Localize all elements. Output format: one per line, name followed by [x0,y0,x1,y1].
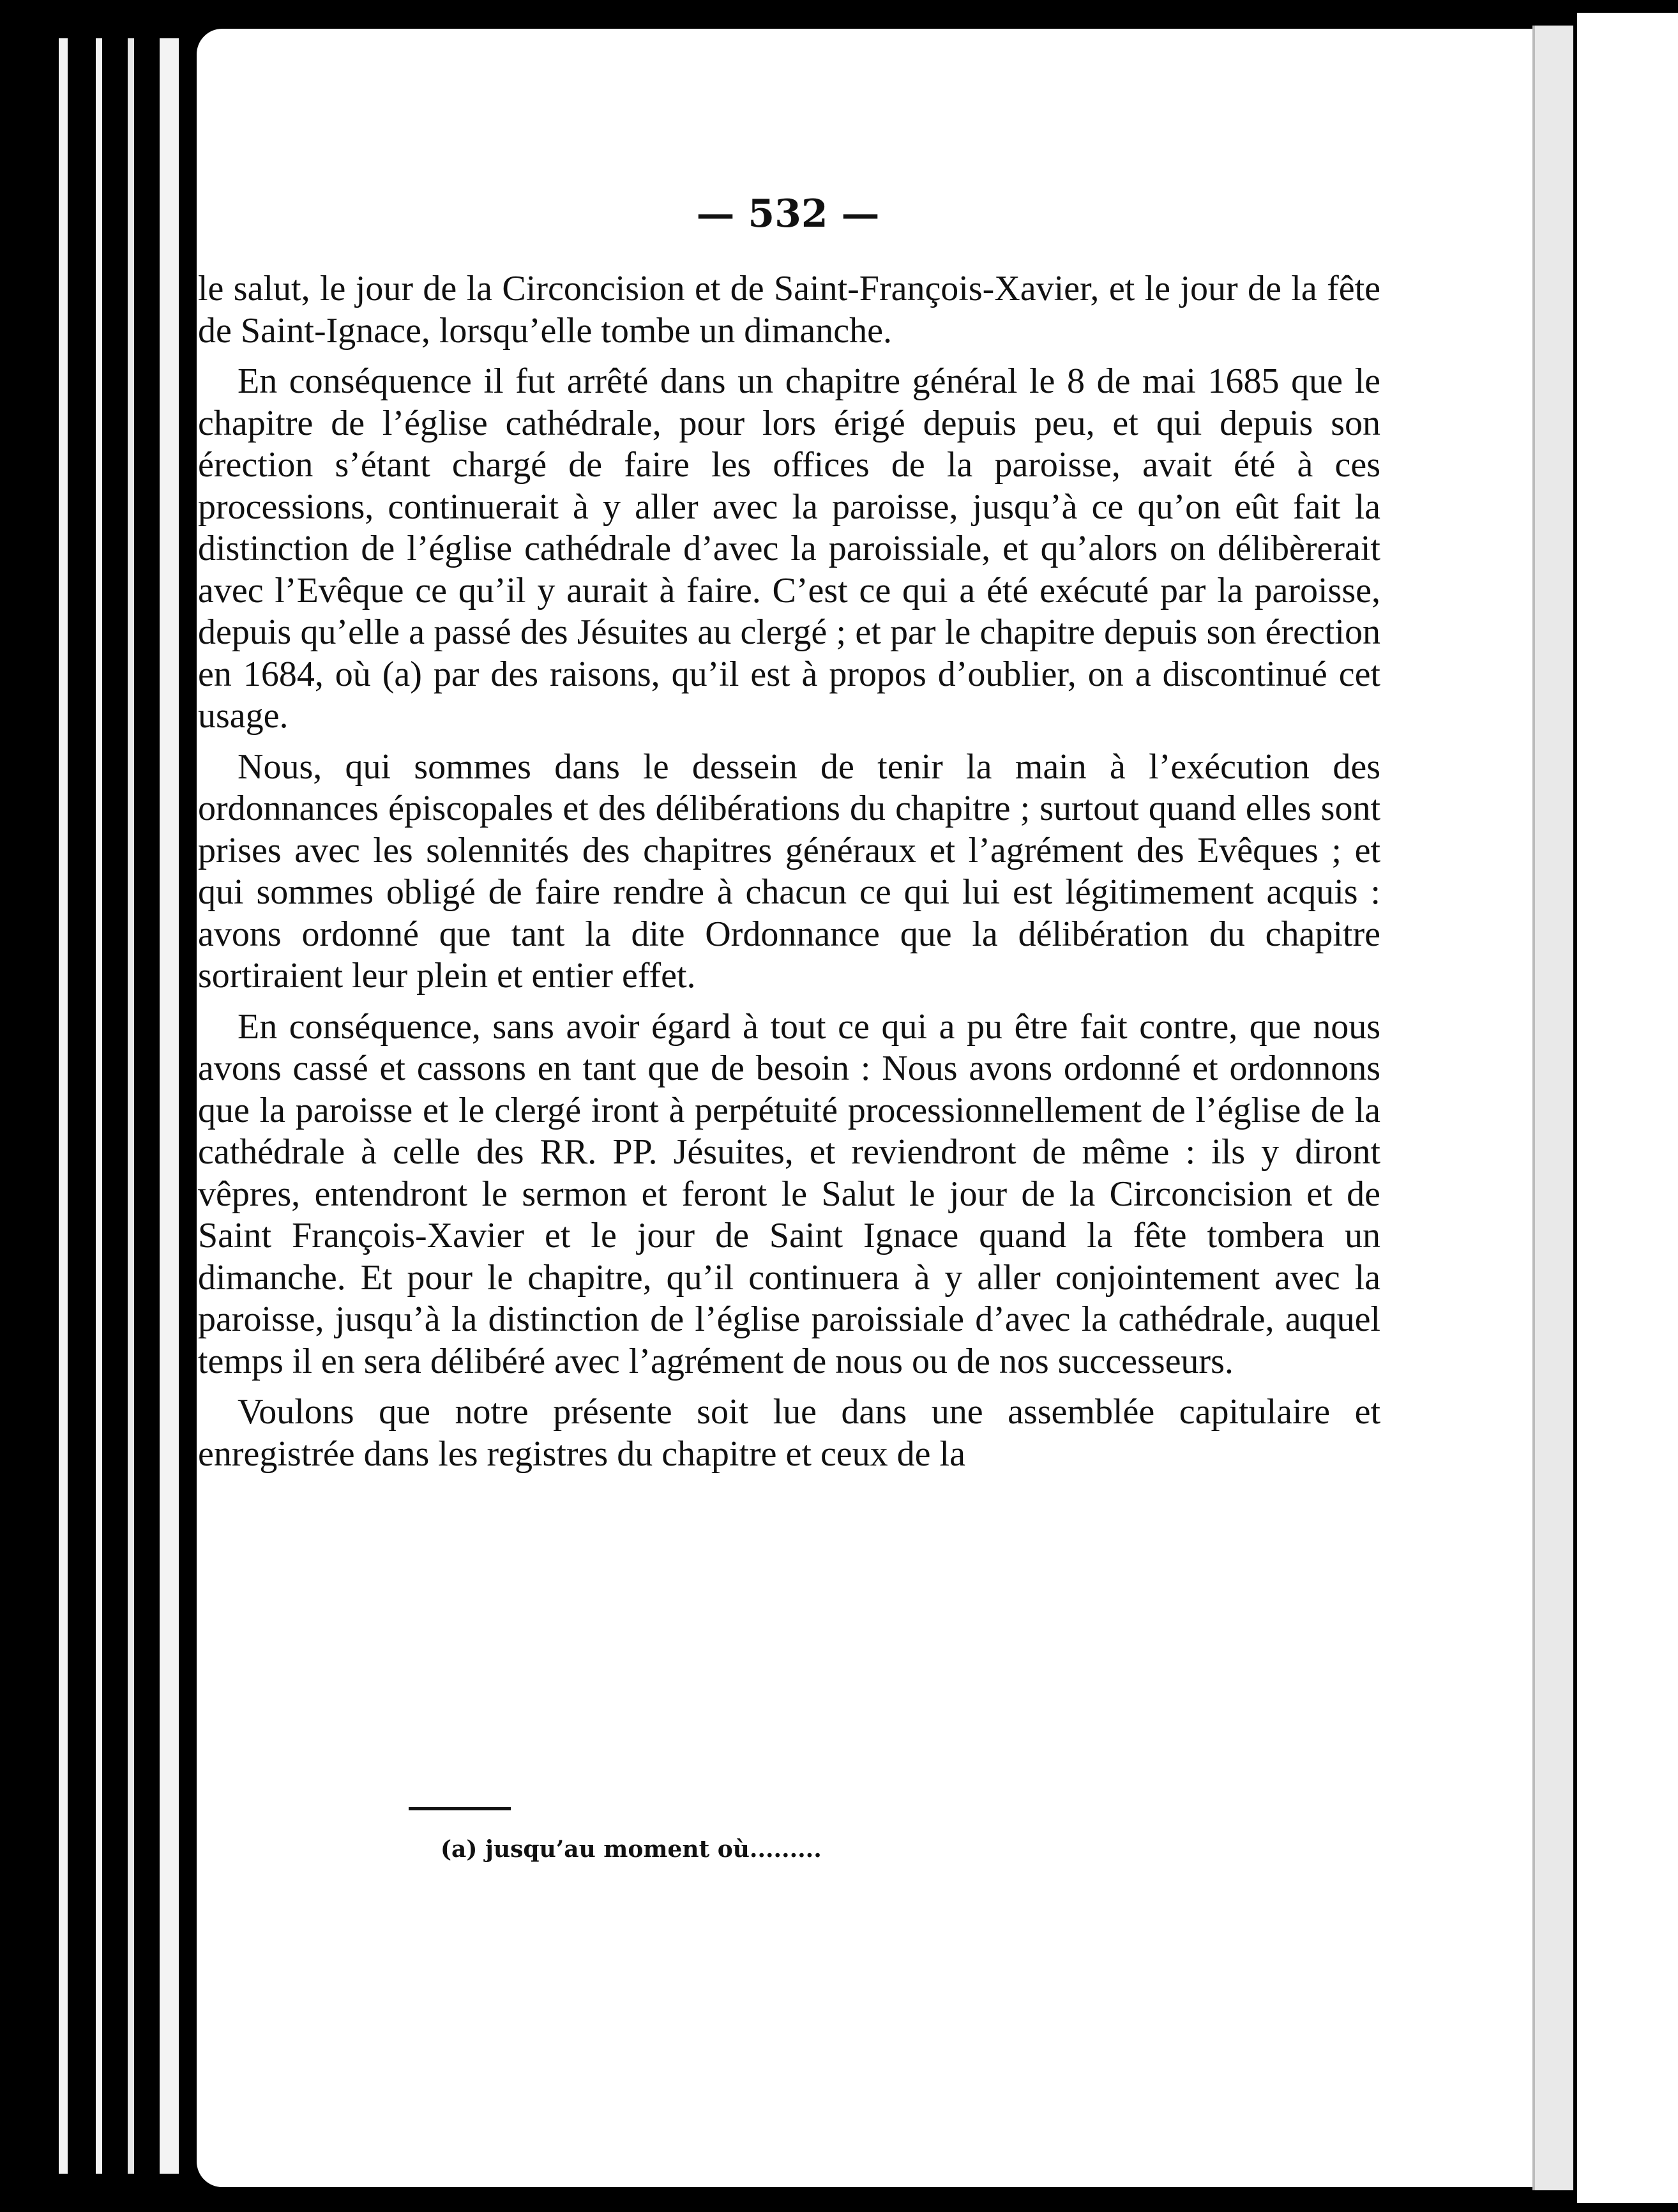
page-edge [160,38,179,2174]
paragraph: Voulons que notre présente soit lue dans une assemblée capitulaire et enregistrée dans les registres du chapitre et ceux de la [198,1392,1380,1474]
body-text [198,268,1380,1484]
paragraph: En conséquence, sans avoir égard à tout ce qui a pu être fait contre, que nous avons cassé et cassons en tant que de besoin : Nous avons ordonné et ordonnons que la paroisse et le clergé iront à perpétuité processionnellement de l’église de la cathédrale à celle des RR. PP. Jésuites, et reviendront de même : ils y diront vêpres, entendront le sermon et feront le Salut le jour de la Circoncision et de Saint François-Xavier et le jour de Saint Ignace quand la fête tombera un dimanche. Et pour le chapitre, qu’il continuera à y aller conjointement avec la paroisse, jusqu’à la distinction de l’église paroissiale d’avec la cathédrale, auquel temps il en sera délibéré avec l’agrément de nous ou de nos successeurs. [198,1006,1380,1381]
book-gutter [1532,26,1573,2190]
paragraph: Nous, qui sommes dans le dessein de tenir la main à l’exécution des ordonnances épiscopales et des délibérations du chapitre ; surtout quand elles sont prises avec les solennités des chapitres généraux et l’agrément des Evêques ; et qui sommes obligé de faire rendre à chacun ce qui lui est légitimement acquis : avons ordonné que tant la dite Ordonnance que la délibération du chapitre sortiraient leur plein et entier effet. [198,746,1380,996]
paragraph: En conséquence il fut arrêté dans un chapitre général le 8 de mai 1685 que le chapitre de l’église cathédrale, pour lors érigé depuis peu, et qui depuis son érection s’étant chargé de faire les offices de la paroisse, avait été à ces processions, continuerait à y aller avec la paroisse, jusqu’à ce qu’on eût fait la distinction de l’église cathédrale d’avec la paroissiale, et qu’alors on délibèrerait avec l’Evêque ce qu’il y aurait à faire. C’est ce qui a été exécuté par la paroisse, depuis qu’elle a passé des Jésuites au clergé ; et par le chapitre depuis son érection en 1684, où (a) par des raisons, qu’il est à propos d’oublier, on a discontinué cet usage. [198,361,1380,736]
page-number: — 532 — [696,192,880,236]
facing-page-edge [1577,13,1678,2203]
page-edge [128,38,134,2174]
paragraph: le salut, le jour de la Circoncision et de Saint-François-Xavier, et le jour de la fête de Saint-Ignace, lorsqu’elle tombe un dimanche. [198,269,1380,351]
footnote-rule [409,1807,511,1810]
page-edge [96,38,102,2174]
footnote: (a) jusqu’au moment où......... [441,1836,822,1863]
page-edge [59,38,68,2174]
